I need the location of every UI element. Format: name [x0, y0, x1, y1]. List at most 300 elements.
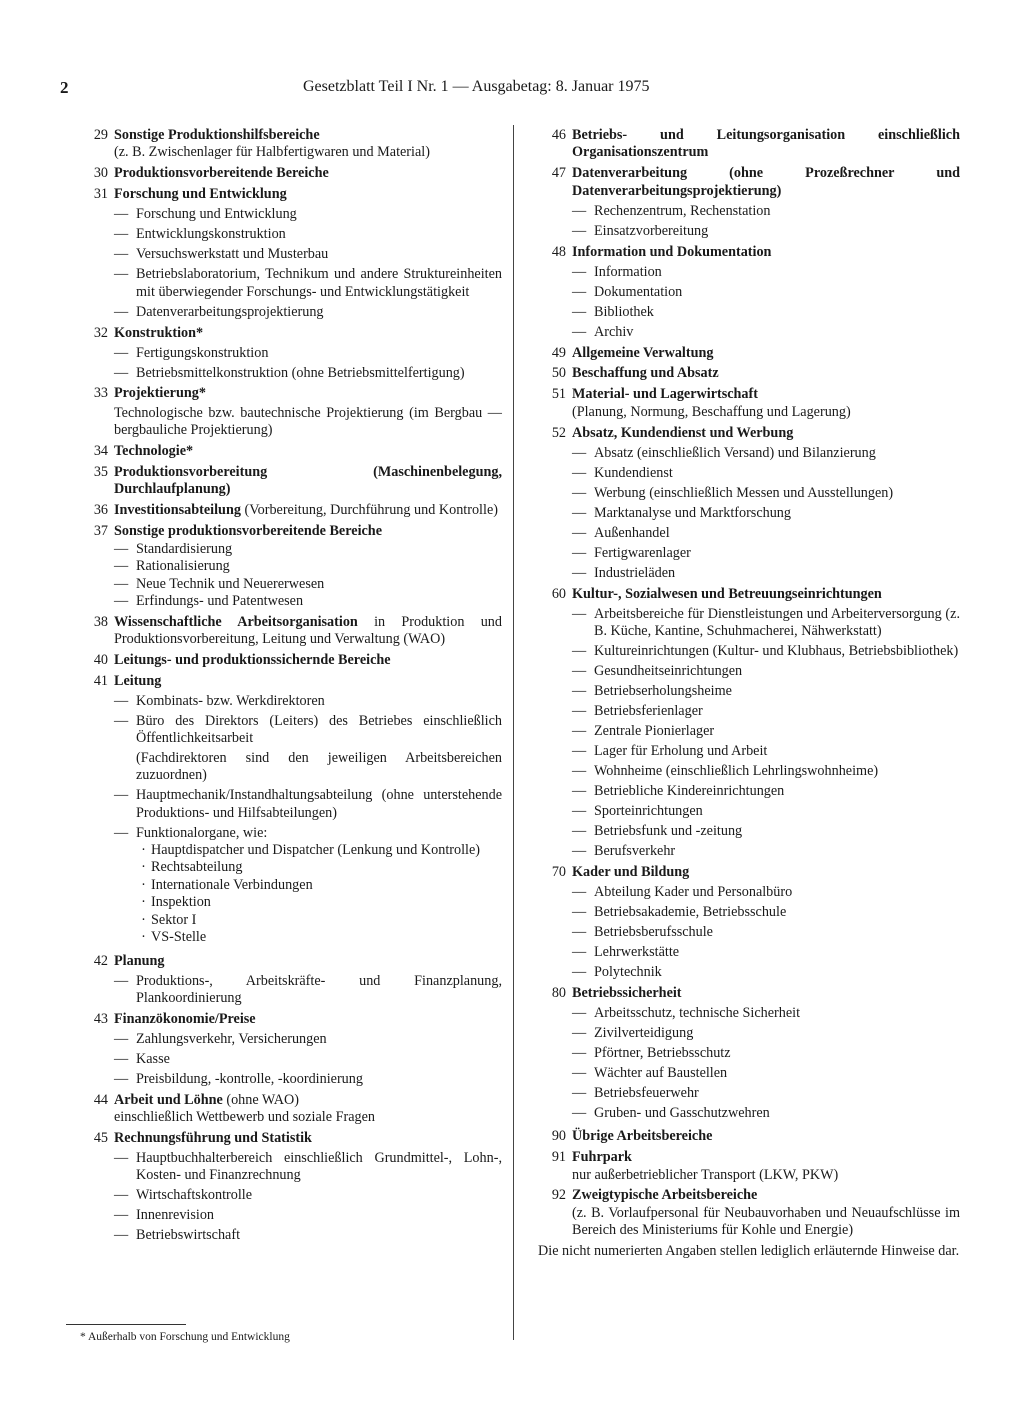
entry-92: [538, 1187, 960, 1204]
list-item: [114, 825, 502, 842]
dash-marker: —: [114, 787, 129, 804]
list-item: [114, 1207, 502, 1224]
list-item: [572, 924, 960, 941]
entry-text: Zahlungsverkehr, Versicherungen: [136, 1030, 327, 1047]
entry-number: 51: [551, 386, 566, 403]
list-item: [572, 1045, 960, 1062]
entry-60-list: [572, 606, 960, 861]
entry-60: [538, 586, 960, 603]
entry-text: Einsatzvorbereitung: [594, 222, 709, 239]
list-item: [114, 787, 502, 822]
list-item: [114, 973, 502, 1008]
dash-marker: —: [572, 822, 587, 839]
bullet-marker: ·: [141, 911, 146, 928]
entry-text: [114, 127, 502, 144]
entry-44-note: einschließlich Wettbewerb und soziale Fragen: [114, 1109, 375, 1126]
entry-text: Funktionalorgane, wie:: [136, 824, 268, 841]
sub-list-item: [136, 877, 502, 894]
entry-heading: Absatz, Kundendienst und Werbung: [572, 424, 794, 441]
entry-number: 30: [93, 165, 108, 182]
entry-text: Dokumentation: [594, 283, 683, 300]
dash-marker: —: [572, 544, 587, 561]
dash-marker: —: [114, 824, 129, 841]
entry-text: Pförtner, Betriebsschutz: [594, 1044, 731, 1061]
entry-text: Archiv: [594, 323, 634, 340]
entry-text: Kundendienst: [594, 464, 673, 481]
entry-text: Inspektion: [151, 894, 211, 911]
entry-heading: Arbeit und Löhne: [114, 1091, 223, 1108]
entry-number: 35: [93, 464, 108, 481]
entry-text: Innenrevision: [136, 1207, 215, 1224]
entry-text: Werbung (einschließlich Messen und Ausstellungen): [594, 484, 894, 501]
dash-marker: —: [572, 782, 587, 799]
entry-48-list: [572, 264, 960, 341]
entry-text: Industrieläden: [594, 564, 676, 581]
list-item: [572, 904, 960, 921]
entry-number: 80: [551, 984, 566, 1001]
entry-text: Wohnheime (einschließlich Lehrlingswohnheime): [594, 762, 879, 779]
left-column: [80, 127, 502, 1245]
entry-heading: Betriebssicherheit: [572, 984, 682, 1001]
entry-40: [80, 652, 502, 669]
entry-text: Betriebslaboratorium, Technikum und andere Struktureinheiten mit überwiegender Forschungs- und Entwicklungstätigkeit: [136, 266, 502, 300]
entry-29: [80, 127, 502, 144]
list-item: [572, 723, 960, 740]
dash-marker: —: [572, 923, 587, 940]
entry-heading: Leitungs- und produktionssichernde Bereiche: [114, 652, 391, 669]
entry-33-note: Technologische bzw. bautechnische Projektierung (im Bergbau — bergbauliche Projektierung): [114, 404, 502, 439]
entry-32-list: [114, 345, 502, 382]
list-item: [572, 505, 960, 522]
list-item: [572, 223, 960, 240]
list-item: [114, 266, 502, 301]
dash-marker: —: [114, 1150, 129, 1167]
entry-text: Entwicklungskonstruktion: [136, 226, 286, 243]
entry-text: Wächter auf Baustellen: [594, 1064, 728, 1081]
list-item: [114, 1227, 502, 1244]
entry-text: Arbeitsbereiche für Dienstleistungen und Arbeiterversorgung (z. B. Küche, Kantine, Schuhmacherei, Nähwerkstatt): [594, 605, 960, 639]
entry-number: 46: [551, 127, 566, 143]
entry-31: [80, 186, 502, 203]
entry-heading: Material- und Lagerwirtschaft: [572, 386, 758, 403]
entry-text: Investitionsabteilung (Vorbereitung, Durchführung und Kontrolle): [114, 502, 498, 519]
list-item: [114, 576, 502, 593]
entry-text: Arbeit und Löhne (ohne WAO): [114, 1091, 299, 1108]
entry-42: [80, 953, 502, 970]
dash-marker: —: [572, 963, 587, 980]
dash-marker: —: [572, 762, 587, 779]
entry-44: [80, 1092, 502, 1109]
entry-35: [80, 464, 502, 499]
entry-number: 34: [93, 443, 108, 460]
entry-heading: Sonstige produktionsvorbereitende Bereiche: [114, 523, 382, 540]
entry-text: Betriebsferienlager: [594, 702, 703, 719]
list-item: [572, 445, 960, 462]
entry-text: (Fachdirektoren sind den jeweiligen Arbeitsbereichen zuzuordnen): [136, 749, 502, 784]
entry-number: 33: [93, 385, 108, 402]
dash-marker: —: [572, 722, 587, 739]
list-item: [572, 465, 960, 482]
dash-marker: —: [572, 883, 587, 900]
entry-80: [538, 985, 960, 1002]
list-item: [572, 944, 960, 961]
entry-text: Hauptbuchhalterbereich einschließlich Grundmittel-, Lohn-, Kosten- und Finanzrechnung: [136, 1150, 502, 1184]
entry-heading: Planung: [114, 952, 165, 969]
entry-text: Datenverarbeitungsprojektierung: [136, 303, 324, 320]
footnote-rule: [66, 1324, 186, 1325]
list-item: [572, 525, 960, 542]
list-item: [572, 843, 960, 860]
entry-number: 38: [93, 613, 108, 630]
entry-text: Betriebserholungsheime: [594, 682, 732, 699]
list-item: [114, 593, 502, 610]
entry-text: VS-Stelle: [151, 929, 207, 946]
entry-50: [538, 365, 960, 382]
entry-34: [80, 443, 502, 460]
entry-text: Kultureinrichtungen (Kultur- und Klubhaus, Betriebsbibliothek): [594, 642, 959, 659]
list-item: [114, 558, 502, 575]
dash-marker: —: [114, 364, 129, 381]
running-title: Gesetzblatt Teil I Nr. 1 — Ausgabetag: 8. Januar 1975: [303, 78, 650, 95]
list-item: [572, 683, 960, 700]
entry-heading: Allgemeine Verwaltung: [572, 344, 714, 361]
entry-number: 47: [551, 165, 566, 182]
dash-marker: —: [572, 903, 587, 920]
dash-marker: —: [572, 444, 587, 461]
dash-marker: —: [572, 222, 587, 239]
entry-51-note: (Planung, Normung, Beschaffung und Lagerung): [572, 403, 851, 420]
entry-51: [538, 386, 960, 403]
list-item: [572, 203, 960, 220]
entry-text: Zivilverteidigung: [594, 1024, 694, 1041]
list-item: [572, 803, 960, 820]
entry-heading: Kader und Bildung: [572, 863, 690, 880]
entry-number: 29: [93, 127, 108, 143]
entry-number: 31: [93, 186, 108, 203]
entry-text: Hauptmechanik/Instandhaltungsabteilung (ohne unterstehende Produktions- und Hilfsabteilungen): [136, 787, 502, 821]
entry-text: Information: [594, 263, 662, 280]
dash-marker: —: [572, 1084, 587, 1101]
list-item: [114, 226, 502, 243]
entry-37: [80, 523, 502, 540]
entry-text: Internationale Verbindungen: [151, 876, 313, 893]
entry-text: Betriebsberufsschule: [594, 923, 713, 940]
entry-33: [80, 385, 502, 402]
list-item: [572, 545, 960, 562]
entry-number: 60: [551, 585, 566, 602]
entry-text: Außenhandel: [594, 524, 670, 541]
entry-31-list: [114, 206, 502, 321]
entry-text: Büro des Direktors (Leiters) des Betriebes einschließlich Öffentlichkeitsarbeit: [136, 713, 502, 747]
entry-heading: Projektierung*: [114, 385, 206, 402]
list-item: [572, 703, 960, 720]
list-item: [114, 304, 502, 321]
dash-marker: —: [572, 202, 587, 219]
entry-heading: Zweigtypische Arbeitsbereiche: [572, 1187, 758, 1204]
bullet-marker: ·: [141, 859, 146, 876]
list-item: [572, 823, 960, 840]
page-number: 2: [60, 78, 69, 97]
entry-number: 37: [93, 523, 108, 540]
entry-52-list: [572, 445, 960, 582]
bullet-marker: ·: [141, 876, 146, 893]
dash-marker: —: [572, 524, 587, 541]
entry-text: Abteilung Kader und Personalbüro: [594, 883, 793, 900]
entry-text: Kombinats- bzw. Werkdirektoren: [136, 693, 325, 710]
sub-list-item: [136, 912, 502, 929]
entry-text: Betriebsfunk und -zeitung: [594, 822, 743, 839]
entry-heading: Betriebs- und Leitungsorganisation einschließlich Organisationszentrum: [572, 127, 960, 161]
dash-marker: —: [114, 693, 129, 710]
list-item: [572, 1085, 960, 1102]
entry-70: [538, 864, 960, 881]
entry-text: Fertigungskonstruktion: [136, 344, 269, 361]
entry-text: Kasse: [136, 1050, 170, 1067]
entry-text: Rechenzentrum, Rechenstation: [594, 202, 771, 219]
dash-marker: —: [114, 972, 129, 989]
dash-marker: —: [572, 323, 587, 340]
entry-heading: Produktionsvorbereitung (Maschinenbelegung, Durchlaufplanung): [114, 464, 502, 498]
dash-marker: —: [114, 1030, 129, 1047]
entry-48: [538, 244, 960, 261]
entry-heading: Information und Dokumentation: [572, 243, 772, 260]
entry-text: Gruben- und Gasschutzwehren: [594, 1104, 770, 1121]
dash-marker: —: [572, 263, 587, 280]
dash-marker: —: [572, 605, 587, 622]
dash-marker: —: [114, 558, 129, 575]
dash-marker: —: [114, 575, 129, 592]
entry-number: 92: [551, 1187, 566, 1204]
list-item: [114, 1031, 502, 1048]
dash-marker: —: [572, 1104, 587, 1121]
entry-heading: Produktionsvorbereitende Bereiche: [114, 165, 329, 182]
entry-number: 44: [93, 1091, 108, 1108]
dash-marker: —: [572, 682, 587, 699]
dash-marker: —: [572, 1004, 587, 1021]
list-item: [572, 485, 960, 502]
dash-marker: —: [572, 662, 587, 679]
entry-text: Wissenschaftliche Arbeitsorganisation in Produktion und Produktionsvorbereitung, Leitung und Verwaltung (WAO): [114, 613, 502, 648]
list-item: [114, 541, 502, 558]
sub-list-item: [136, 929, 502, 946]
entry-41-list: [114, 693, 502, 946]
sub-list-item: [136, 894, 502, 911]
entry-text: Betriebswirtschaft: [136, 1227, 241, 1244]
list-item: [114, 693, 502, 710]
entry-text: Absatz (einschließlich Versand) und Bilanzierung: [594, 444, 876, 461]
list-item: [114, 1051, 502, 1068]
entry-text: Betriebsmittelkonstruktion (ohne Betriebsmittelfertigung): [136, 364, 465, 381]
dash-marker: —: [572, 642, 587, 659]
entry-text: Produktions-, Arbeitskräfte- und Finanzplanung, Plankoordinierung: [136, 972, 502, 1006]
list-item: [572, 606, 960, 641]
dash-marker: —: [114, 226, 129, 243]
entry-number: 41: [93, 673, 108, 690]
entry-45-list: [114, 1150, 502, 1245]
entry-30: [80, 165, 502, 182]
entry-92-note: (z. B. Vorlaufpersonal für Neubauvorhaben und Neuaufschlüsse im Bereich des Ministeriums für Kohle und Energie): [572, 1204, 960, 1239]
entry-number: 50: [551, 365, 566, 382]
dash-marker: —: [572, 464, 587, 481]
dash-marker: —: [114, 206, 129, 223]
entry-heading: Finanzökonomie/Preise: [114, 1010, 256, 1027]
entry-heading: Beschaffung und Absatz: [572, 365, 719, 382]
entry-text: Versuchswerkstatt und Musterbau: [136, 246, 329, 263]
right-column: [538, 127, 960, 1260]
entry-text: Hauptdispatcher und Dispatcher (Lenkung und Kontrolle): [151, 842, 480, 859]
list-item: [114, 1071, 502, 1088]
entry-text: Lager für Erholung und Arbeit: [594, 742, 768, 759]
dash-marker: —: [572, 1064, 587, 1081]
footnote: * Außerhalb von Forschung und Entwicklung: [80, 1331, 290, 1343]
dash-marker: —: [572, 1044, 587, 1061]
list-item: [572, 565, 960, 582]
list-item: [572, 284, 960, 301]
list-item: [572, 643, 960, 660]
list-item: [114, 206, 502, 223]
entry-heading: Investitionsabteilung: [114, 502, 241, 519]
dash-marker: —: [114, 1050, 129, 1067]
entry-heading: Wissenschaftliche Arbeitsorganisation: [114, 613, 358, 630]
entry-heading: Konstruktion*: [114, 324, 204, 341]
dash-marker: —: [114, 540, 129, 557]
entry-45: [80, 1130, 502, 1147]
dash-marker: —: [572, 742, 587, 759]
entry-47-list: [572, 203, 960, 240]
list-item: [572, 1105, 960, 1122]
entry-text: Forschung und Entwicklung: [136, 206, 297, 223]
entry-heading: Rechnungsführung und Statistik: [114, 1130, 312, 1147]
dash-marker: —: [572, 504, 587, 521]
list-item: [572, 964, 960, 981]
entry-29-note: (z. B. Zwischenlager für Halbfertigwaren und Material): [114, 144, 430, 161]
list-item: [114, 713, 502, 748]
list-item: [572, 1005, 960, 1022]
entry-42-list: [114, 973, 502, 1008]
entry-text: Rechtsabteilung: [151, 859, 243, 876]
entry-number: 49: [551, 344, 566, 361]
bullet-marker: ·: [141, 894, 146, 911]
entry-text: Rationalisierung: [136, 558, 230, 575]
list-item: [114, 1150, 502, 1185]
entry-text: Sporteinrichtungen: [594, 802, 703, 819]
list-item: [114, 345, 502, 362]
entry-90: [538, 1128, 960, 1145]
sub-list-item: [136, 842, 502, 859]
entry-37-list: [114, 541, 502, 611]
entry-number: 52: [551, 424, 566, 441]
entry-text: Betriebsfeuerwehr: [594, 1084, 699, 1101]
functional-organs-list: [136, 842, 502, 946]
dash-marker: —: [114, 1227, 129, 1244]
entry-text: Gesundheitseinrichtungen: [594, 662, 743, 679]
list-item: [572, 1065, 960, 1082]
list-item: [114, 365, 502, 382]
list-item: [572, 304, 960, 321]
dash-marker: —: [114, 1207, 129, 1224]
entry-41: [80, 673, 502, 690]
entry-text: Betriebsakademie, Betriebsschule: [594, 903, 787, 920]
list-item: [572, 264, 960, 281]
dash-marker: —: [572, 943, 587, 960]
entry-text: Lehrwerkstätte: [594, 943, 680, 960]
entry-text: Zentrale Pionierlager: [594, 722, 715, 739]
entry-number: 70: [551, 863, 566, 880]
entry-36: [80, 502, 502, 519]
entry-number: 32: [93, 324, 108, 341]
entry-number: 40: [93, 652, 108, 669]
closing-remark: Die nicht numerierten Angaben stellen lediglich erläuternde Hinweise dar.: [538, 1242, 960, 1259]
entry-52: [538, 425, 960, 442]
list-item: [572, 763, 960, 780]
entry-number: 90: [551, 1128, 566, 1145]
entry-38: [80, 614, 502, 649]
bullet-marker: ·: [141, 929, 146, 946]
entry-70-list: [572, 884, 960, 981]
bullet-marker: ·: [141, 842, 146, 859]
entry-heading: Technologie*: [114, 443, 194, 460]
entry-text: Sektor I: [151, 911, 197, 928]
entry-text: Wirtschaftskontrolle: [136, 1187, 253, 1204]
list-item: [572, 663, 960, 680]
list-item: [114, 246, 502, 263]
entry-number: 36: [93, 502, 108, 519]
dash-marker: —: [572, 802, 587, 819]
dash-marker: —: [114, 592, 129, 609]
entry-text: Neue Technik und Neuererwesen: [136, 575, 325, 592]
entry-text: Berufsverkehr: [594, 842, 676, 859]
entry-43: [80, 1011, 502, 1028]
entry-91: [538, 1149, 960, 1166]
entry-number: 48: [551, 243, 566, 260]
dash-marker: —: [572, 283, 587, 300]
dash-marker: —: [572, 702, 587, 719]
list-item: [572, 1025, 960, 1042]
entry-heading: Forschung und Entwicklung: [114, 186, 287, 203]
entry-49: [538, 345, 960, 362]
entry-32: [80, 325, 502, 342]
entry-text: Betriebliche Kindereinrichtungen: [594, 782, 785, 799]
entry-80-list: [572, 1005, 960, 1122]
entry-91-note: nur außerbetrieblicher Transport (LKW, PKW): [572, 1166, 839, 1183]
list-item: [572, 743, 960, 760]
entry-heading: Sonstige Produktionshilfsbereiche: [114, 127, 320, 143]
entry-text: Bibliothek: [594, 303, 654, 320]
entry-text: Arbeitsschutz, technische Sicherheit: [594, 1004, 801, 1021]
dash-marker: —: [114, 1070, 129, 1087]
page-header: [0, 78, 1024, 100]
entry-text: Marktanalyse und Marktforschung: [594, 504, 791, 521]
dash-marker: —: [114, 1187, 129, 1204]
entry-43-list: [114, 1031, 502, 1088]
list-item: [572, 783, 960, 800]
entry-heading: Leitung: [114, 673, 162, 690]
entry-text: Standardisierung: [136, 540, 233, 557]
dash-marker: —: [572, 1024, 587, 1041]
entry-text: Fertigwarenlager: [594, 544, 691, 561]
dash-marker: —: [572, 842, 587, 859]
entry-heading: Datenverarbeitung (ohne Prozeßrechner und Datenverarbeitungsprojektierung): [572, 165, 960, 199]
entry-text: Polytechnik: [594, 963, 662, 980]
entry-number: 91: [551, 1149, 566, 1166]
dash-marker: —: [572, 303, 587, 320]
entry-heading: Fuhrpark: [572, 1149, 632, 1166]
entry-heading: Übrige Arbeitsbereiche: [572, 1128, 713, 1145]
dash-marker: —: [114, 303, 129, 320]
list-item: [114, 1187, 502, 1204]
entry-47: [538, 165, 960, 200]
entry-number: 45: [93, 1130, 108, 1147]
